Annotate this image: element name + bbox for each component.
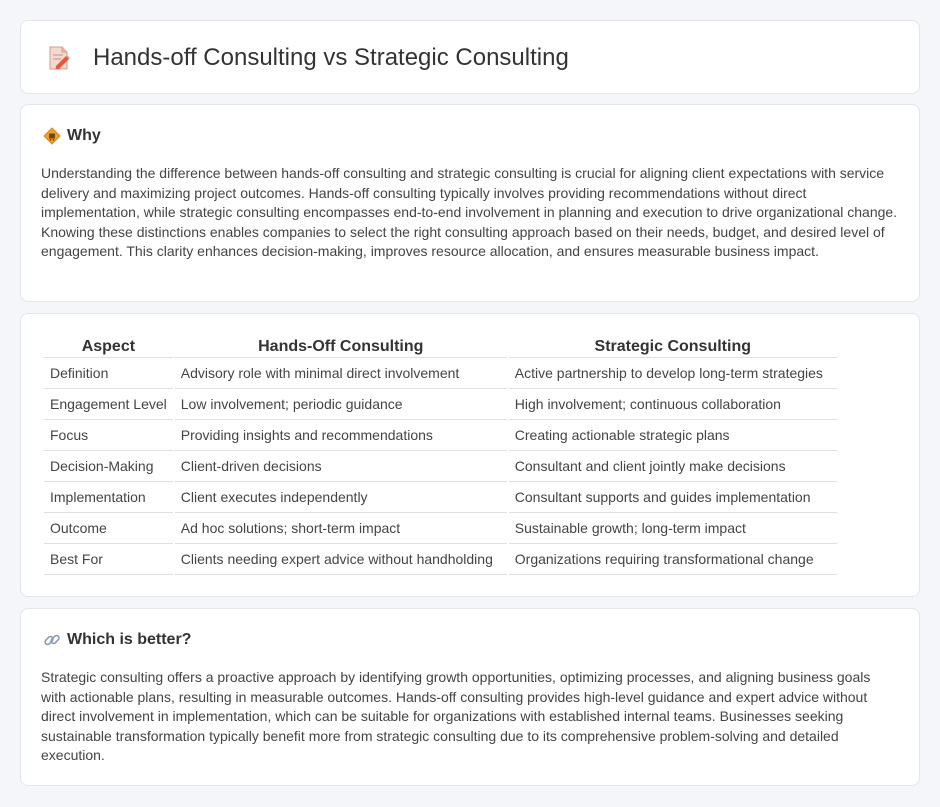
table-cell: Providing insights and recommendations — [175, 420, 507, 451]
table-cell: Creating actionable strategic plans — [509, 420, 837, 451]
table-row — [44, 358, 837, 389]
table-cell: Consultant supports and guides implementation — [509, 482, 837, 513]
title-row — [47, 43, 569, 73]
table-cell: Outcome — [44, 513, 173, 544]
why-text: Understanding the difference between hands-off consulting and strategic consulting is crucial for aligning client expectations with service delivery and maximizing project outcomes. Hands-off consulting typically involves providing recommendations without direct implementation, while strategic consulting encompasses end-to-end involvement in planning and execution to drive organizational change. Knowing these distinctions enables companies to select the right consulting approach based on their needs, budget, and desired level of engagement. This clarity enhances decision-making, improves resource allocation, and ensures measurable business impact. — [41, 165, 898, 259]
table-cell: Consultant and client jointly make decisions — [509, 451, 837, 482]
table-cell: Engagement Level — [44, 389, 173, 420]
table-cell: Active partnership to develop long-term strategies — [509, 358, 837, 389]
column-header-aspect: Aspect — [44, 335, 173, 358]
why-section — [20, 104, 920, 302]
better-heading-row — [43, 631, 191, 649]
table-cell: Low involvement; periodic guidance — [175, 389, 507, 420]
title-card — [20, 20, 920, 94]
table-header-row — [44, 335, 837, 358]
table-cell: Sustainable growth; long-term impact — [509, 513, 837, 544]
table-cell: Clients needing expert advice without handholding — [175, 544, 507, 575]
comparison-table-card — [20, 313, 920, 597]
table-cell: Decision-Making — [44, 451, 173, 482]
comparison-table — [42, 335, 839, 575]
why-heading: Why — [67, 127, 101, 144]
table-cell: Best For — [44, 544, 173, 575]
table-cell: Client executes independently — [175, 482, 507, 513]
table-row — [44, 482, 837, 513]
table-row — [44, 544, 837, 575]
better-text: Strategic consulting offers a proactive approach by identifying growth opportunities, optimizing processes, and aligning business goals with actionable plans, resulting in measurable outcomes. Hands-off consulting provides high-level guidance and expert advice without direct involvement in implementation, which can be suitable for organizations with established internal teams. Businesses seeking sustainable transformation typically benefit more from strategic consulting due to its comprehensive problem-solving and detailed execution. — [41, 669, 871, 763]
table-cell: Implementation — [44, 482, 173, 513]
table-row — [44, 389, 837, 420]
table-cell: Client-driven decisions — [175, 451, 507, 482]
which-is-better-section — [20, 608, 920, 786]
page-title: Hands-off Consulting vs Strategic Consulting — [93, 44, 569, 71]
table-cell: Ad hoc solutions; short-term impact — [175, 513, 507, 544]
better-heading: Which is better? — [67, 631, 192, 648]
table-cell: Advisory role with minimal direct involvement — [175, 358, 507, 389]
why-heading-row — [43, 127, 101, 145]
link-icon — [43, 631, 61, 649]
table-row — [44, 513, 837, 544]
column-header-strategic: Strategic Consulting — [509, 335, 837, 358]
table-cell: Organizations requiring transformational change — [509, 544, 837, 575]
table-cell: High involvement; continuous collaboration — [509, 389, 837, 420]
table-row — [44, 451, 837, 482]
diamond-sign-icon — [43, 127, 61, 145]
table-row — [44, 420, 837, 451]
document-pencil-icon — [47, 45, 71, 71]
column-header-hands-off: Hands-Off Consulting — [175, 335, 507, 358]
table-cell: Definition — [44, 358, 173, 389]
table-cell: Focus — [44, 420, 173, 451]
